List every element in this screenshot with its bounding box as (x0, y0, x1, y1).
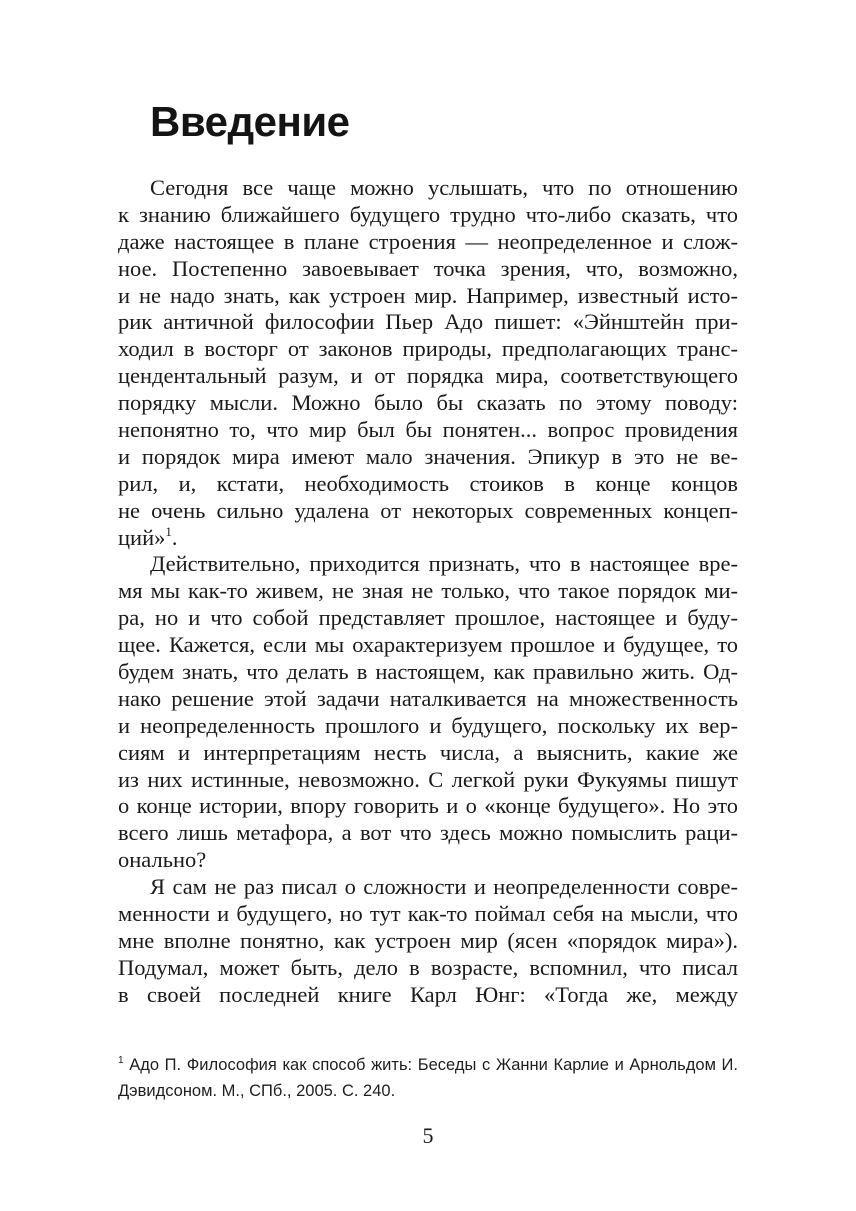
text-line: ное. Постепенно завоевывает точка зрения, что, возможно, (118, 255, 738, 281)
sentence-period: . (171, 524, 178, 550)
text-line: Действительно, приходится признать, что в настоящее вре- (150, 551, 738, 577)
text-line: онально? (118, 847, 207, 873)
text-line: и неопределенность прошлого и будущего, поскольку их вер- (118, 712, 738, 738)
text-line: рил, и, кстати, необходимость стоиков в конце концов (118, 470, 738, 496)
text-line: мя мы как-то живем, не зная не только, что такое порядок ми- (118, 578, 738, 604)
body-text (118, 175, 738, 1009)
footnote-line (118, 1052, 738, 1078)
text-line: ра, но и что собой представляет прошлое, настоящее и буду- (118, 605, 738, 631)
text-line: будем знать, что делать в настоящем, как правильно жить. Од- (118, 659, 738, 685)
text-line: Сегодня все чаще можно услышать, что по отношению (150, 175, 738, 200)
footnote-ref[interactable]: 1 (165, 524, 172, 539)
footnote-line: Дэвидсоном. М., СПб., 2005. С. 240. (118, 1082, 396, 1100)
text-line: Я сам не раз писал о сложности и неопределенности совре- (150, 874, 738, 900)
text-line: и не надо знать, как устроен мир. Например, известный исто- (118, 282, 738, 308)
text-line: всего лишь метафора, а вот что здесь можно помыслить раци- (118, 820, 738, 846)
text-line: рик античной философии Пьер Адо пишет: «Эйнштейн при- (118, 309, 738, 335)
paragraph-1 (118, 175, 738, 551)
text-line: из них истинные, невозможно. С легкой руки Фукуямы пишут (118, 766, 738, 792)
text-line: в своей последней книге Карл Юнг: «Тогда же, между (118, 981, 738, 1007)
footnote-marker: 1 (118, 1055, 124, 1066)
text-line: непонятно то, что мир был бы понятен... вопрос провидения (118, 417, 738, 443)
text-line: даже настоящее в плане строения — неопределенное и слож- (118, 228, 738, 254)
text-line: сиям и интерпретациям несть числа, а выяснить, какие же (118, 739, 738, 765)
text-fragment: ций» (118, 524, 166, 550)
paragraph-2 (118, 551, 738, 874)
footnotes (118, 1052, 738, 1104)
text-line: щее. Кажется, если мы охарактеризуем прошлое и будущее, то (118, 632, 738, 658)
text-line: порядку мысли. Можно было бы сказать по этому поводу: (118, 390, 738, 416)
chapter-heading: Введение (150, 98, 350, 145)
text-line: и порядок мира имеют мало значения. Эпикур в это не ве- (118, 443, 738, 469)
text-line: Подумал, может быть, дело в возрасте, вспомнил, что писал (118, 954, 738, 980)
text-line: нако решение этой задачи наталкивается на множественность (118, 685, 738, 711)
text-line: о конце истории, впору говорить и о «конце будущего». Но это (118, 793, 738, 819)
footnote-text: Адо П. Философия как способ жить: Беседы с Жанни Карлие и Арнольдом И. (129, 1056, 738, 1074)
text-line: цендентальный разум, и от порядка мира, соответствующего (118, 363, 738, 389)
paragraph-3 (118, 874, 738, 1008)
text-line: к знанию ближайшего будущего трудно что-либо сказать, что (118, 201, 738, 227)
text-line: ходил в восторг от законов природы, предполагающих транс- (118, 336, 738, 362)
text-line: менности и будущего, но тут как-то поймал себя на мысли, что (118, 901, 738, 927)
text-line: не очень сильно удалена от некоторых современных концеп- (118, 497, 738, 523)
text-line: мне вполне понятно, как устроен мир (ясен «порядок мира»). (118, 927, 738, 953)
page-number: 5 (422, 1123, 434, 1148)
text-line (118, 525, 738, 552)
